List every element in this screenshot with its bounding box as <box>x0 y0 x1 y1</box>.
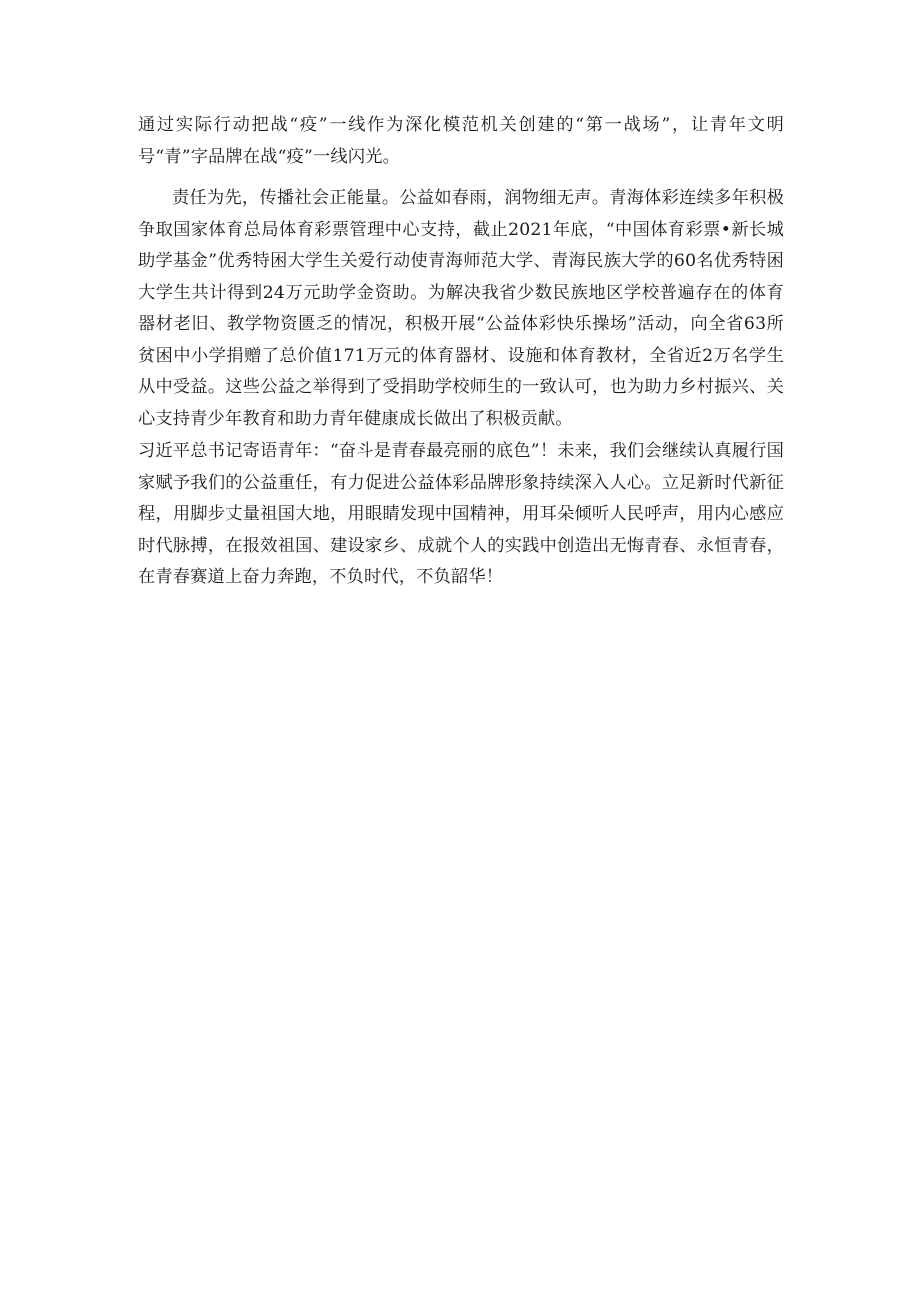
paragraph-closing: 习近平总书记寄语青年：“奋斗是青春最亮丽的底色”！未来，我们会继续认真履行国家赋予我们的公益重任，有力促进公益体彩品牌形象持续深入人心。立足新时代新征程，用脚步丈量祖国大地，用眼睛发现中国精神，用耳朵倾听人民呼声，用内心感应时代脉搏，在报效祖国、建设家乡、成就个人的实践中创造出无悔青春、永恒青春，在青春赛道上奋力奔跑，不负时代，不负韶华！ <box>138 441 784 587</box>
paragraph-public-welfare: 责任为先，传播社会正能量。公益如春雨，润物细无声。青海体彩连续多年积极争取国家体育总局体育彩票管理中心支持，截止2021年底，“中国体育彩票•新长城助学基金”优秀特困大学生关爱行动使青海师范大学、青海民族大学的60名优秀特困大学生共计得到24万元助学金资助。为解决我省少数民族地区学校普遍存在的体育器材老旧、教学物资匮乏的情况，积极开展“公益体彩快乐操场”活动，向全省63所贫困中小学捐赠了总价值171万元的体育器材、设施和体育教材，全省近2万名学生从中受益。这些公益之举得到了受捐助学校师生的一致认可，也为助力乡村振兴、关心支持青少年教育和助力青年健康成长做出了积极贡献。 <box>138 188 785 429</box>
paragraph-continuation: 通过实际行动把战“疫”一线作为深化模范机关创建的“第一战场”，让青年文明号“青”字品牌在战“疫”一线闪光。 <box>138 115 784 167</box>
